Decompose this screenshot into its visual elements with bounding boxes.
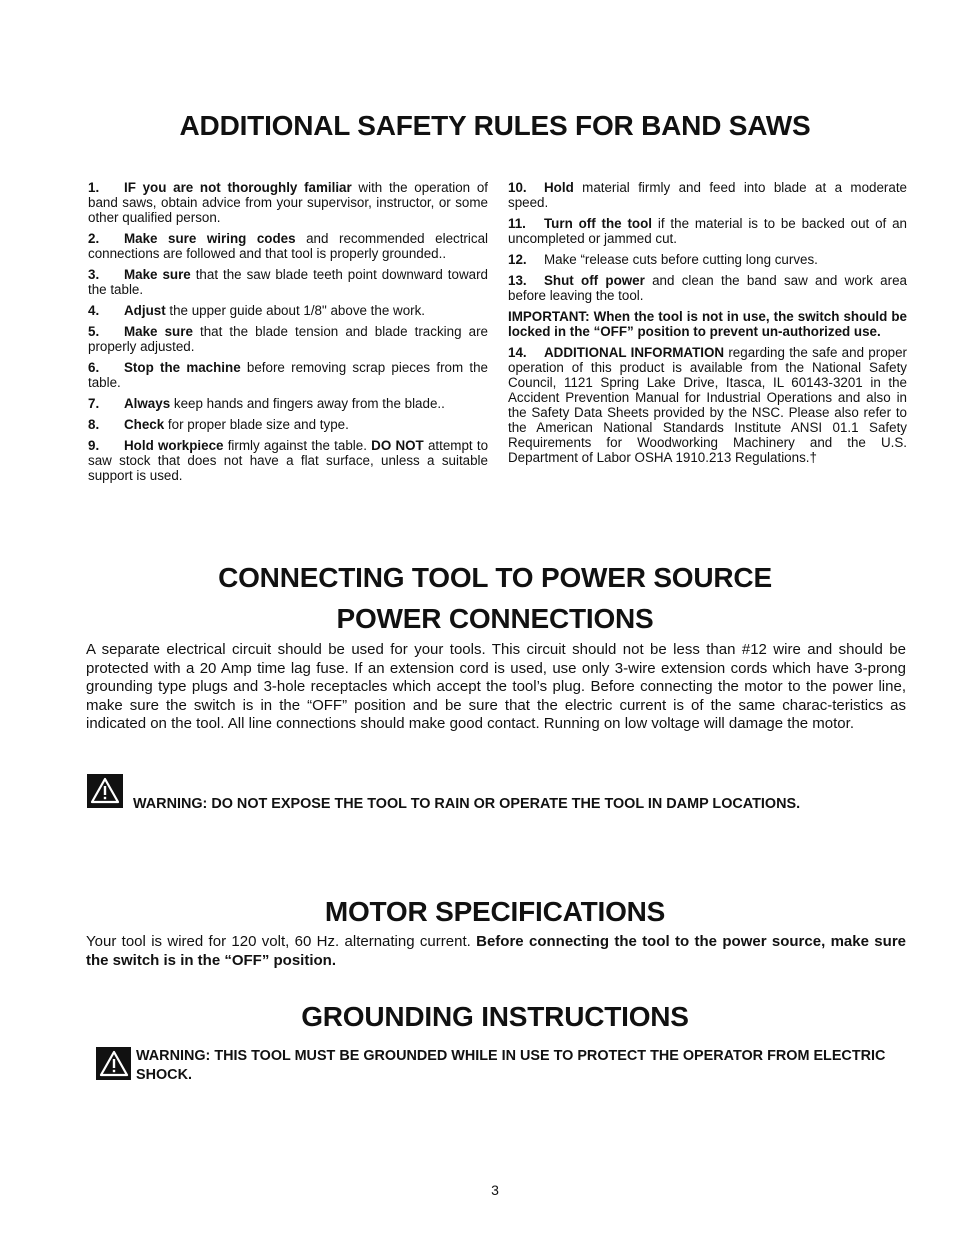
- power-connections-paragraph: A separate electrical circuit should be used for your tools. This circuit should not be less than #12 wire and should be protected with a 20 Amp time lag fuse. If an extension cord is used, use only 3-wire extension cords which have 3-prong grounding type plugs and 3-hole receptacles which accept the tool’s plug. Before connecting the motor to the power line, make sure the switch is in the “OFF” position and be sure that the electric current is of the same charac-teristics as indicated on the tool. All line connections should make good contact. Running on low voltage will damage the motor.: [86, 641, 906, 733]
- safety-rules-right-column: [508, 180, 907, 471]
- rule-item: 3. Make sure that the saw blade teeth point downward toward the table.: [88, 267, 488, 297]
- rain-warning-text: WARNING: DO NOT EXPOSE THE TOOL TO RAIN OR OPERATE THE TOOL IN DAMP LOCATIONS.: [133, 796, 801, 812]
- rule-item: 14. ADDITIONAL INFORMATION regarding the safe and proper operation of this product is available from the National Safety Council, 1121 Spring Lake Drive, Itasca, IL 60143-3201 in the Accident Prevention Manual for Industrial Operations and also in the Safety Data Sheets provided by the NSC. Please also refer to the American National Standards Institute ANSI 01.1 Safety Requirements for Woodworking Machinery and the U.S. Department of Labor OSHA 1910.213 Regulations.†: [508, 345, 907, 465]
- safety-rules-title: ADDITIONAL SAFETY RULES FOR BAND SAWS: [179, 110, 811, 141]
- rule-item: 9. Hold workpiece firmly against the table. DO NOT attempt to saw stock that does not have a flat surface, unless a suitable support is used.: [88, 438, 489, 483]
- rule-item: 13. Shut off power and clean the band saw and work area before leaving the tool.: [508, 273, 907, 303]
- grounding-warning-text: WARNING: THIS TOOL MUST BE GROUNDED WHILE IN USE TO PROTECT THE OPERATOR FROM ELECTRIC SHOCK.: [136, 1048, 886, 1083]
- grounding-warning: [96, 1047, 896, 1085]
- connecting-title: CONNECTING TOOL TO POWER SOURCE: [218, 562, 772, 593]
- rule-item: 5. Make sure that the blade tension and blade tracking are properly adjusted.: [88, 324, 488, 354]
- rule-item: 7. Always keep hands and fingers away from the blade..: [88, 396, 445, 411]
- important-note: IMPORTANT: When the tool is not in use, the switch should be locked in the “OFF” position to prevent un-authorized use.: [508, 309, 907, 339]
- rule-item: 1. IF you are not thoroughly familiar with the operation of band saws, obtain advice from your supervisor, instructor, or some other qualified person.: [88, 180, 488, 225]
- rule-item: 2. Make sure wiring codes and recommended electrical connections are followed and that tool is properly grounded..: [88, 231, 488, 261]
- rule-item: 8. Check for proper blade size and type.: [88, 417, 349, 432]
- motor-specifications-title: MOTOR SPECIFICATIONS: [324, 896, 666, 927]
- rule-item: 12. Make “release cuts before cutting long curves.: [508, 252, 818, 267]
- warning-triangle-icon: [87, 774, 123, 808]
- page-number: 3: [491, 1182, 499, 1198]
- rule-item: 6. Stop the machine before removing scrap pieces from the table.: [88, 360, 488, 390]
- grounding-instructions-title: GROUNDING INSTRUCTIONS: [301, 1001, 689, 1032]
- motor-specifications-paragraph: Your tool is wired for 120 volt, 60 Hz. alternating current. Before connecting the tool to the power source, make sure the switch is in the “OFF” position.: [86, 933, 906, 969]
- power-connections-title: POWER CONNECTIONS: [336, 603, 654, 634]
- rain-warning: [87, 767, 800, 814]
- rule-item: 11. Turn off the tool if the material is to be backed out of an uncompleted or jammed cut.: [508, 216, 907, 246]
- rule-item: 4. Adjust the upper guide about 1/8" above the work.: [88, 303, 426, 318]
- rule-item: 10. Hold material firmly and feed into blade at a moderate speed.: [508, 180, 907, 210]
- warning-triangle-icon: [96, 1047, 131, 1080]
- safety-rules-left-column: [88, 180, 488, 489]
